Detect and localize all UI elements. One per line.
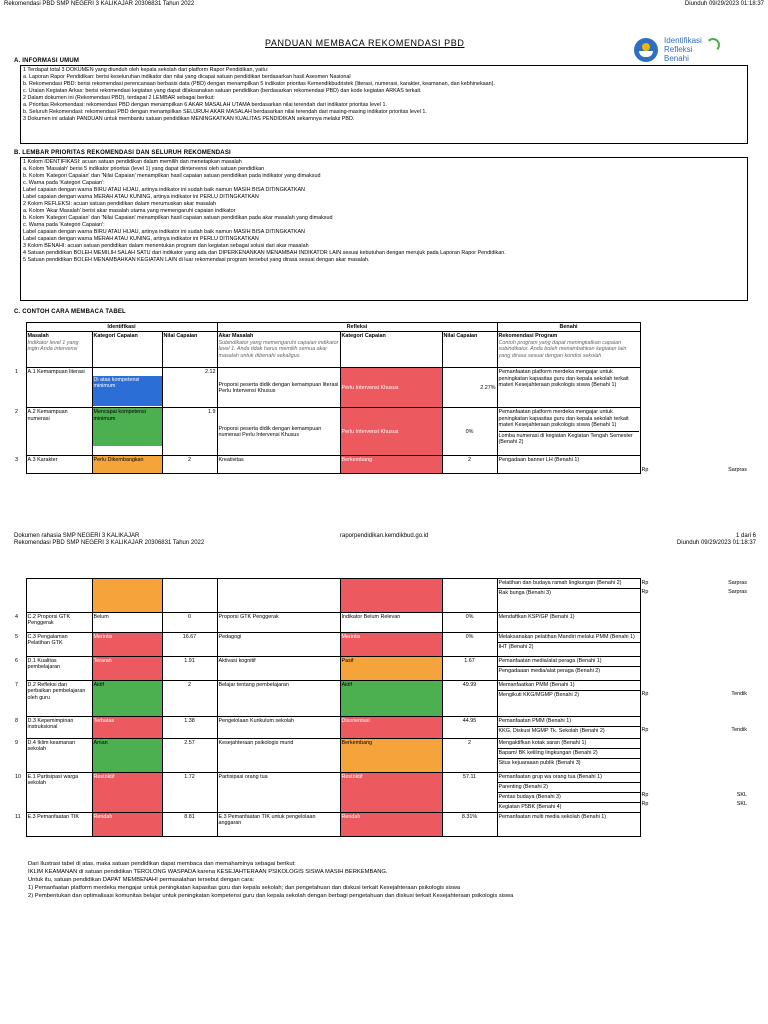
cell-kategori: Terarah bbox=[92, 657, 162, 681]
page-title: PANDUAN MEMBACA REKOMENDASI PBD bbox=[265, 38, 465, 48]
cell-kategori bbox=[92, 579, 162, 613]
cell-side bbox=[670, 613, 748, 633]
cell-kategori-2: Aktif bbox=[340, 681, 442, 717]
benahi-item: Pemanfaatan PMM (Benahi 1) bbox=[498, 718, 572, 724]
cell-akar: Belajar tentang pembelajaran bbox=[217, 681, 340, 717]
table-row bbox=[14, 717, 748, 739]
rp-label bbox=[641, 717, 671, 726]
rp-label bbox=[641, 633, 671, 642]
header-masalah bbox=[26, 332, 92, 368]
cell-benahi bbox=[497, 681, 640, 717]
benahi-item: Pemanfaatan grup wa orang tua (Benahi 1) bbox=[498, 774, 602, 780]
cell-nilai: 8.81 bbox=[162, 813, 217, 837]
cell-kategori: Perlu Dikembangkan bbox=[92, 456, 162, 474]
logo-line-benahi: Benahi bbox=[664, 54, 689, 63]
cell-kategori-2: Disorientasi bbox=[340, 717, 442, 739]
header-identifikasi: Identifikasi bbox=[26, 323, 217, 332]
row-number bbox=[14, 579, 26, 613]
rp-label bbox=[641, 782, 671, 791]
cell-nilai: 16.67 bbox=[162, 633, 217, 657]
benahi-item: Parenting (Benahi 2) bbox=[498, 782, 640, 792]
footer-right-2: Diunduh 09/29/2023 01:18:37 bbox=[676, 540, 756, 546]
cell-rp bbox=[640, 613, 670, 633]
section-a-box bbox=[20, 65, 748, 144]
benahi-item: Mengaktifkan kotak saran (Benahi 1) bbox=[498, 740, 587, 746]
page-header-left: Rekomendasi PBD SMP NEGERI 3 KALIKAJAR 20306831 Tahun 2022 bbox=[4, 1, 195, 7]
info-line: b. Rekomendasi PBD: berisi rekomendasi perencanaan berbasis data (PBD) dengan menampilkan 5 indikator prioritas Kemendikbudristek (literasi, numerasi, karakter, keamanan, dan kebhinekaan). bbox=[23, 81, 495, 87]
cell-rp bbox=[640, 657, 670, 681]
benahi-item: Kegiatan P5BK (Benahi 4) bbox=[498, 802, 640, 812]
rp-label bbox=[641, 813, 671, 822]
side-label bbox=[670, 757, 748, 766]
page-2 bbox=[0, 575, 768, 975]
table-row bbox=[14, 657, 748, 681]
cell-akar: Proporsi peserta didik dengan kemampuan numerasi Perlu Intervensi Khusus bbox=[217, 408, 340, 456]
cell-nilai: 1.72 bbox=[162, 773, 217, 813]
row-number: 2 bbox=[15, 408, 18, 415]
cell-benahi bbox=[497, 613, 640, 633]
cell-benahi bbox=[497, 813, 640, 837]
summary-line: IKLIM KEAMANAN di satuan pendidikan TEROLONG WASPADA karena KESEJAHTERAAN PSIKOLOGIS SISWA MASIH BERKEMBANG. bbox=[28, 869, 388, 875]
cell-kategori-2: Perlu Intervensi Khusus bbox=[340, 368, 442, 408]
cell-kategori bbox=[92, 368, 162, 408]
table-row bbox=[14, 739, 748, 773]
cell-masalah: A.3 Karakter bbox=[26, 456, 92, 474]
refresh-arrow-icon bbox=[706, 38, 720, 52]
table-row bbox=[14, 813, 748, 837]
cell-nilai: 2 bbox=[162, 456, 217, 474]
cell-masalah: D.2 Refleksi dan perbaikan pembelajaran oleh guru bbox=[26, 681, 92, 717]
cell-kategori: Belum bbox=[92, 613, 162, 633]
rekom-item: Pemanfaatan platform merdeka mengajar untuk peningkatan kapasitas guru dan kepala sekolah terkait materi Kesejahteraan psikologis siswa (Benahi 1) bbox=[498, 409, 629, 429]
row-number: 7 bbox=[15, 681, 18, 688]
cell-side bbox=[670, 717, 748, 739]
info-line: 2 Kolom REFLEKSI: acuan satuan pendidikan dalam merumuskan akar masalah bbox=[23, 201, 216, 207]
side-label bbox=[670, 773, 748, 782]
row-number: 11 bbox=[15, 813, 21, 820]
cell-side bbox=[670, 681, 748, 717]
cell-nilai-2: 2 bbox=[442, 456, 497, 474]
cell-rp bbox=[640, 633, 670, 657]
cell-masalah: C.2 Proporsi GTK Penggerak bbox=[26, 613, 92, 633]
cell-nilai: 2.57 bbox=[162, 739, 217, 773]
cell-benahi bbox=[497, 717, 640, 739]
rp-label: Rp bbox=[641, 800, 649, 807]
table-row bbox=[14, 613, 748, 633]
cell-kategori: Restriktif bbox=[92, 773, 162, 813]
info-line: 3 Dokumen ini adalah PANDUAN untuk membantu satuan pendidikan MENINGKATKAN KUALITAS PENDIDIKAN sekarnnya melalui PBD. bbox=[23, 116, 355, 122]
side-label bbox=[670, 739, 748, 748]
cell-side bbox=[670, 773, 748, 813]
cell-kategori-2: Rendah bbox=[340, 813, 442, 837]
footer-left-1: Dokumen rahasia SMP NEGERI 3 KALIKAJAR bbox=[14, 533, 140, 539]
rp-label: Rp bbox=[641, 690, 649, 697]
info-line: 2 Dalam dokumen ini (Rekomendasi PBD), terdapat 2 LEMBAR sebagai berikut: bbox=[23, 95, 215, 101]
rp-label bbox=[641, 613, 671, 622]
summary-line: Untuk itu, satuan pendidikan DAPAT MEMBENAHI permasalahan tersebut dengan cara: bbox=[28, 877, 255, 883]
cell-nilai-2: 0% bbox=[442, 633, 497, 657]
section-b-title: B. LEMBAR PRIORITAS REKOMENDASI DAN SELURUH REKOMENDASI bbox=[14, 150, 231, 156]
side-label bbox=[670, 633, 748, 642]
cell-nilai-2: 49.99 bbox=[442, 681, 497, 717]
cell-side bbox=[670, 657, 748, 681]
table-row bbox=[14, 633, 748, 657]
info-line: 1 Kolom IDENTIFIKASI: acuan satuan pendidikan dalam memilih dan menetapkan masalah bbox=[23, 159, 242, 165]
header-akar bbox=[217, 332, 340, 368]
cell-nilai bbox=[162, 579, 217, 613]
side-label bbox=[670, 681, 748, 690]
side-label bbox=[670, 748, 748, 757]
header-nilai: Nilai Capaian bbox=[162, 332, 217, 368]
side-label bbox=[670, 613, 748, 622]
rp-label: Rp bbox=[641, 579, 649, 586]
info-line: a. Prioritas Rekomendasi: rekomendasi PBD dengan menampilkan 6 AKAR MASALAH UTAMA berdasarkan nilai terendah dari indikator prioritas level 1. bbox=[23, 102, 387, 108]
cell-nilai: 2.12 bbox=[162, 368, 217, 408]
summary-line: 1) Pemanfaatan platform merdeka mengajar untuk peningkatan kapasitas guru dan kepala sekolah; dan pengetahuan dan diskusi terkait Kesejahteraan psikologis siswa bbox=[28, 885, 461, 891]
info-line: 4 Satuan pendidikan BOLEH MEMILIH SALAH SATU dari indikator yang ada dan DIPERKENANKAN MENAMBAH INDIKATOR LAIN sesuai kebutuhan dengan merujuk pada Laporan Rapor Pendidikan. bbox=[23, 250, 506, 256]
cell-kategori: Terbatas bbox=[92, 717, 162, 739]
cell-nilai-2: 44.95 bbox=[442, 717, 497, 739]
header-kategori: Kategori Capaian bbox=[92, 332, 162, 368]
side-label bbox=[670, 782, 748, 791]
cell-nilai-2: 1.67 bbox=[442, 657, 497, 681]
side-label bbox=[670, 642, 748, 651]
cell-nilai-2: 2.27% bbox=[442, 368, 497, 408]
cell-akar: Partisipasi orang tua bbox=[217, 773, 340, 813]
rapor-logo-icon bbox=[634, 38, 658, 62]
info-line: 3 Kolom BENAHI: acuan satuan pendidikan dalam menentukan program dan kegiatan sebagai solusi dari akar masalah bbox=[23, 243, 309, 249]
summary-line: 2) Pembentukan dan optimalisasi komunitas belajar untuk peningkatan kompetensi guru dan kepala sekolah dengan berbagi pengetahuan dan diskusi terkait Kesejahteraan psikologis siswa bbox=[28, 893, 514, 899]
cell-nilai: 0 bbox=[162, 613, 217, 633]
cell-rekomendasi bbox=[497, 408, 640, 456]
info-line: b. Kolom 'Kategori Capaian' dan 'Nilai Capaian' menampilkan hasil capaian satuan pendidikan pada indikator yang dimaksud bbox=[23, 173, 321, 179]
info-line: Label capaian dengan warna BIRU ATAU HIJAU, artinya indikator ini sudah baik namun MASIH BISA DITINGKATKAN bbox=[23, 229, 305, 235]
cell-akar: E.3 Pemanfaatan TIK untuk pengelolaan anggaran bbox=[217, 813, 340, 837]
cell-nilai-2: 0% bbox=[442, 408, 497, 456]
benahi-item: Memanfaatkan PMM (Benahi 1) bbox=[498, 682, 575, 688]
benahi-item: Situs kejuaraaan publik (Benahi 3) bbox=[498, 758, 640, 768]
cell-masalah bbox=[26, 579, 92, 613]
side-label bbox=[670, 717, 748, 726]
cell-masalah: D.3 Kepemimpinan instruksional bbox=[26, 717, 92, 739]
benahi-item: IHT (Benahi 2) bbox=[498, 642, 640, 652]
section-c-title: C. CONTOH CARA MEMBACA TABEL bbox=[14, 309, 126, 315]
cell-kategori-2: Berkembang bbox=[340, 456, 442, 474]
info-line: c. Warna pada 'Kategori Capaian': bbox=[23, 222, 105, 228]
cell-rp bbox=[640, 681, 670, 717]
cell-nilai: 1.9 bbox=[162, 408, 217, 456]
header-akar-hint: Subindikator yang memengaruhi capaian indikator level 1. Anda tidak harus memilih semua akar masalah untuk dibenahi sekaligus. bbox=[218, 339, 339, 359]
cell-kategori bbox=[92, 408, 162, 456]
cell-benahi bbox=[497, 773, 640, 813]
rp-label: Rp bbox=[641, 791, 649, 798]
benahi-item: Pemanfaatan multi media sekolah (Benahi 1) bbox=[498, 814, 607, 820]
cell-side bbox=[670, 579, 748, 613]
logo-line-identifikasi: Identifikasi bbox=[664, 36, 702, 45]
cell-kategori-2: Perlu Intervensi Khusus bbox=[340, 408, 442, 456]
kategori-badge: Di atas kompetensi minimum bbox=[93, 376, 162, 406]
cell-rp bbox=[640, 739, 670, 773]
cell-rekomendasi: Pengadaan banner LH (Benahi 1) bbox=[497, 456, 640, 474]
side-label: Sarpras bbox=[728, 579, 747, 586]
cell-masalah: C.3 Pengalaman Pelatihan GTK bbox=[26, 633, 92, 657]
row-number: 8 bbox=[15, 717, 18, 724]
rp-label bbox=[641, 748, 671, 757]
header-akar-label: Akar Masalah bbox=[218, 333, 254, 340]
cell-kategori-2: Pasif bbox=[340, 657, 442, 681]
benahi-item: Melaksanakan pelatihan Mandiri melalui PMM (Benahi 1) bbox=[498, 634, 635, 640]
cell-kategori-2 bbox=[340, 579, 442, 613]
header-refleksi: Refleksi bbox=[217, 323, 497, 332]
rp-label: Rp bbox=[641, 588, 649, 595]
info-line: a. Kolom 'Masalah' berisi 5 indikator prioritas (level 1) yang dapat diintervensi oleh satuan pendidikan bbox=[23, 166, 265, 172]
cell-side bbox=[670, 813, 748, 837]
cell-akar: Aktivasi kognitif bbox=[217, 657, 340, 681]
info-line: Label capaian dengan warna MERAH ATAU KUNING, artinya indikator ini PERLU DITINGKATKAN bbox=[23, 194, 259, 200]
rapor-logo bbox=[634, 34, 724, 68]
info-line: 5 Satuan pendidikan BOLEH MENAMBAHKAN KEGIATAN LAIN di luar rekomendasi program tersebut yang dirasa sesuai dengan akar masalah. bbox=[23, 257, 370, 263]
cell-nilai-2: 0% bbox=[442, 613, 497, 633]
section-a-title: A. INFORMASI UMUM bbox=[14, 58, 80, 64]
header-rekom-label: Rekomendasi Program bbox=[498, 333, 558, 340]
cell-side bbox=[670, 633, 748, 657]
table-row bbox=[14, 368, 748, 408]
cell-akar bbox=[217, 579, 340, 613]
header-masalah-label: Masalah bbox=[27, 333, 49, 340]
benahi-item: Pelatihan dan budaya ramah lingkungan (Benahi 2) bbox=[498, 580, 622, 586]
rp-label bbox=[641, 642, 671, 651]
cell-nilai-2 bbox=[442, 579, 497, 613]
cell-masalah: E.1 Partisipasi warga sekolah bbox=[26, 773, 92, 813]
benahi-item: Mendaftkan KSP/GP (Benahi 1) bbox=[498, 614, 575, 620]
benahi-item: Mengikuti KKG/MGMP (Benahi 2) bbox=[498, 690, 640, 700]
cell-kategori: Aman bbox=[92, 739, 162, 773]
footer-left-2: Rekomendasi PBD SMP NEGERI 3 KALIKAJAR 20306831 Tahun 2022 bbox=[14, 540, 205, 546]
rp-label bbox=[641, 739, 671, 748]
benahi-item: Pemanfaatan media/alat peraga (Benahi 1) bbox=[498, 658, 602, 664]
cell-nilai: 1.91 bbox=[162, 657, 217, 681]
row-number: 9 bbox=[15, 739, 18, 746]
example-table bbox=[14, 322, 749, 474]
side-label bbox=[670, 813, 748, 822]
cell-masalah: A.1 Kemampuan literasi bbox=[26, 368, 92, 408]
rp-label bbox=[641, 757, 671, 766]
info-line: 1 Terdapat total 3 DOKUMEN yang diunduh oleh kepala sekolah dari platform Rapor Pendidikan, yaitu: bbox=[23, 67, 269, 73]
cell-akar: Pengelolaan Kurikulum sekolah bbox=[217, 717, 340, 739]
row-number: 5 bbox=[15, 633, 18, 640]
benahi-item: Pengadaaan media/alat peraga (Benahi 2) bbox=[498, 666, 640, 676]
cell-rp bbox=[640, 773, 670, 813]
cell-akar: Proporsi peserta didik dengan kemampuan literasi Perlu Intervensi Khusus bbox=[217, 368, 340, 408]
summary-line: Dari Ilustrasi tabel di atas, maka satuan pendidikan dapat membaca dan memahaminya sebagai berikut: bbox=[28, 861, 296, 867]
rp-label bbox=[641, 666, 671, 675]
row-number: 3 bbox=[15, 456, 18, 463]
rekom-item: Lomba numerasi di kegiatan Kegiatan Tengah Semester (Benahi 2) bbox=[499, 431, 639, 446]
page-header-right: Diunduh 09/29/2023 01:18:37 bbox=[684, 1, 764, 7]
side-label: SKL bbox=[736, 800, 747, 807]
cell-akar: Proporsi GTK Penggerak bbox=[217, 613, 340, 633]
summary-box bbox=[28, 860, 748, 900]
cell-masalah: D.4 Iklim keamanan sekolah bbox=[26, 739, 92, 773]
side-label: Tendik bbox=[731, 690, 747, 697]
cell-kategori-2: Indikator Belum Relevan bbox=[340, 613, 442, 633]
cell-side bbox=[670, 739, 748, 773]
cell-nilai: 1.38 bbox=[162, 717, 217, 739]
info-line: c. Uraian Kegiatan Arkas: berisi rekomendasi kegiatan yang dapat dilaksanakan satuan pendidikan (berdasarkan rekomendasi PBD) dan kode kegiatan ARKAS terkait. bbox=[23, 88, 422, 94]
info-line: b. Seluruh Rekomendasi: rekomendasi PBD dengan menampilkan SELURUH AKAR MASALAH berdasarkan nilai terendah dari masing-masing indikator prioritas level 1. bbox=[23, 109, 427, 115]
side-label: Sarpras bbox=[728, 588, 747, 595]
logo-line-refleksi: Refleksi bbox=[664, 45, 693, 54]
info-line: a. Laporan Rapor Pendidikan: berisi keseluruhan indikator dan nilai yang dicapai satuan pendidikan berdasarkan hasil Asesmen Nasional bbox=[23, 74, 351, 80]
row-number: 10 bbox=[15, 773, 21, 780]
cell-benahi bbox=[497, 579, 640, 613]
cell-masalah: E.3 Pemanfaatan TIK bbox=[26, 813, 92, 837]
side-label bbox=[670, 657, 748, 666]
info-line: Label capaian dengan warna MERAH ATAU KUNING, artinya indikator ini PERLU DITINGKATKAN bbox=[23, 236, 259, 242]
rp-label bbox=[641, 681, 671, 690]
cell-kategori: Aktif bbox=[92, 681, 162, 717]
cell-rp bbox=[640, 813, 670, 837]
benahi-item: Pentas budaya (Benahi 3) bbox=[498, 792, 640, 802]
cell-benahi bbox=[497, 739, 640, 773]
cell-side: Sarpras bbox=[728, 466, 748, 473]
cell-benahi bbox=[497, 657, 640, 681]
kategori-badge: Mencapai kompetensi minimum bbox=[93, 408, 162, 446]
header-rekomendasi bbox=[497, 332, 640, 368]
row-number: 4 bbox=[15, 613, 18, 620]
cell-kategori-2: Merintis bbox=[340, 633, 442, 657]
cell-kategori: Rendah bbox=[92, 813, 162, 837]
cell-akar: Pedagogi bbox=[217, 633, 340, 657]
benahi-item: Bapam/ BK keliling lingkungan (Benahi 2) bbox=[498, 748, 640, 758]
info-line: c. Warna pada 'Kategori Capaian': bbox=[23, 180, 105, 186]
cell-akar: Kesejahteraan psikologis murid bbox=[217, 739, 340, 773]
footer-right-1: 1 dari 6 bbox=[735, 533, 756, 539]
table-row bbox=[14, 579, 748, 613]
cell-rp: Rp bbox=[641, 466, 649, 473]
cell-masalah: A.2 Kemampuan numerasi bbox=[26, 408, 92, 456]
cell-nilai-2: 57.11 bbox=[442, 773, 497, 813]
rp-label bbox=[641, 773, 671, 782]
rp-label: Rp bbox=[641, 726, 649, 733]
side-label bbox=[670, 666, 748, 675]
table-row bbox=[14, 773, 748, 813]
continuation-table bbox=[14, 578, 749, 837]
side-label: SKL bbox=[736, 791, 747, 798]
benahi-item: KKG, Diskusi MGMP Tk. Sekolah (Benahi 2) bbox=[498, 726, 640, 736]
benahi-item: Rak bunga (Benahi 3) bbox=[498, 588, 640, 598]
rp-label bbox=[641, 657, 671, 666]
table-row bbox=[14, 456, 748, 474]
cell-nilai-2: 2 bbox=[442, 739, 497, 773]
table-row bbox=[14, 408, 748, 456]
info-line: b. Kolom 'Kategori Capaian' dan 'Nilai Capaian' menampilkan hasil capaian satuan pendidikan pada akar masalah yang dimaksud bbox=[23, 215, 333, 221]
cell-rp bbox=[640, 579, 670, 613]
cell-nilai-2: 8.31% bbox=[442, 813, 497, 837]
header-rekom-hint: Contoh program yang dapat meningkatkan capaian subindikator. Anda boleh menambahkan kegiatan lain yang dirasa sesuai dengan kondisi sekolah bbox=[498, 339, 627, 359]
cell-kategori-2: Restriktif bbox=[340, 773, 442, 813]
row-number: 1 bbox=[15, 368, 18, 375]
cell-akar: Kreativitas bbox=[217, 456, 340, 474]
info-line: Label capaian dengan warna BIRU ATAU HIJAU, artinya indikator ini sudah baik namun MASIH BISA DITINGKATKAN bbox=[23, 187, 305, 193]
section-b-box bbox=[20, 157, 748, 301]
table-row bbox=[14, 681, 748, 717]
header-masalah-hint: Indikator level 1 yang ingin Anda intervensi bbox=[27, 339, 79, 353]
cell-masalah: D.1 Kualitas pembelajaran bbox=[26, 657, 92, 681]
row-number: 6 bbox=[15, 657, 18, 664]
header-nilai-2: Nilai Capaian bbox=[442, 332, 497, 368]
cell-rp bbox=[640, 717, 670, 739]
header-benahi: Benahi bbox=[497, 323, 640, 332]
cell-benahi bbox=[497, 633, 640, 657]
info-line: a. Kolom 'Akar Masalah' berisi akar masalah utama yang memengaruhi capaian indikator bbox=[23, 208, 236, 214]
cell-kategori-2: Berkembang bbox=[340, 739, 442, 773]
cell-nilai: 2 bbox=[162, 681, 217, 717]
side-label: Tendik bbox=[731, 726, 747, 733]
footer-center: raporpendidikan.kemdikbud.go.id bbox=[340, 533, 429, 539]
header-kategori-2: Kategori Capaian bbox=[340, 332, 442, 368]
cell-kategori: Merintis bbox=[92, 633, 162, 657]
cell-rekomendasi: Pemanfaatan platform merdeka mengajar untuk peningkatan kapasitas guru dan kepala sekolah terkait materi Kesejahteraan psikologis siswa (Benahi 1) bbox=[497, 368, 640, 408]
